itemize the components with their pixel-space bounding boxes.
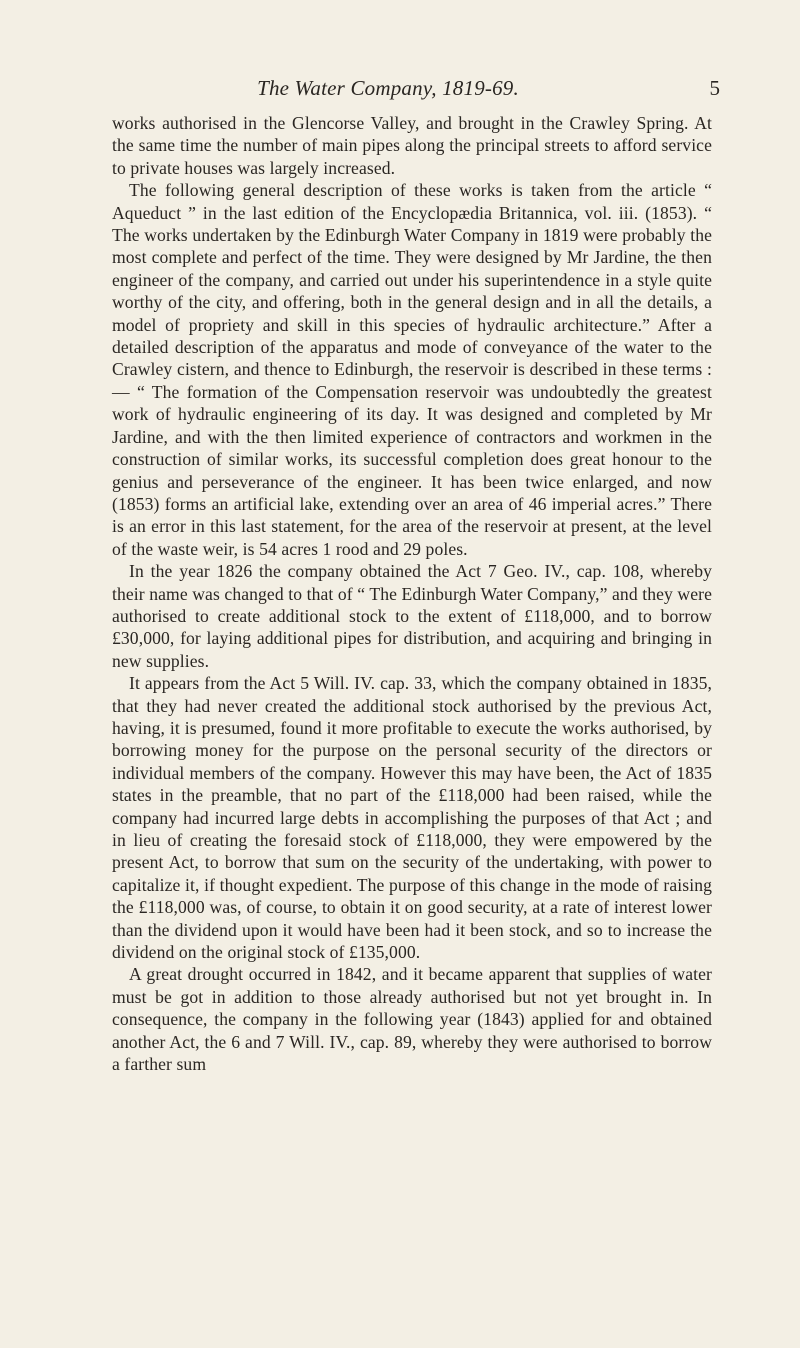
body-text (112, 112, 712, 1075)
paragraph: In the year 1826 the company obtained the Act 7 Geo. IV., cap. 108, whereby their name was changed to that of “ The Edinburgh Water Company,” and they were authorised to create additional stock to the extent of £118,000, and to borrow £30,000, for laying additional pipes for distribution, and acquiring and bringing in new supplies. (112, 561, 712, 671)
running-title: The Water Company, 1819-69. (257, 76, 519, 100)
paragraph: A great drought occurred in 1842, and it became apparent that supplies of water must be got in addition to those already authorised but not yet brought in. In consequence, the company in the following year (1843) applied for and obtained another Act, the 6 and 7 Will. IV., cap. 89, whereby they were authorised to borrow a farther sum (112, 964, 712, 1075)
paragraph: The following general description of these works is taken from the article “ Aqueduct ” in the last edition of the Encyclopædia Britannica, vol. iii. (1853). “ The works undertaken by the Edinburgh Water Company in 1819 were probably the most complete and perfect of the time. They were designed by Mr Jardine, the then engineer of the company, and carried out under his superintendence in a style quite worthy of the city, and offering, both in the general design and in all the details, a model of propriety and skill in this species of hydraulic architecture.” After a detailed description of the apparatus and mode of conveyance of the water to the Crawley cistern, and thence to Edinburgh, the reservoir is described in these terms :— “ The formation of the Compensation reservoir was undoubtedly the greatest work of hydraulic engineering of its day. It was designed and completed by Mr Jardine, and with the then limited experience of contractors and workmen in the construction of similar works, its successful completion does great honour to the genius and perseverance of the engineer. It has been twice enlarged, and now (1853) forms an artificial lake, extending over an area of 46 imperial acres.” There is an error in this last statement, for the area of the reservoir at present, at the level of the waste weir, is 54 acres 1 rood and 29 poles. (112, 180, 712, 559)
page-header (56, 76, 720, 106)
paragraph: It appears from the Act 5 Will. IV. cap. 33, which the company obtained in 1835, that they had never created the additional stock authorised by the previous Act, having, it is presumed, found it more profitable to execute the works authorised, by borrowing money for the purpose on the personal security of the directors or individual members of the company. However this may have been, the Act of 1835 states in the preamble, that no part of the £118,000 had been raised, while the company had incurred large debts in accomplishing the purposes of that Act ; and in lieu of creating the foresaid stock of £118,000, they were empowered by the present Act, to borrow that sum on the security of the undertaking, with power to capitalize it, if thought expedient. The purpose of this change in the mode of raising the £118,000 was, of course, to obtain it on good security, at a rate of interest lower than the dividend upon it would have been had it been stock, and so to increase the dividend on the original stock of £135,000. (112, 673, 712, 963)
paragraph: works authorised in the Glencorse Valley, and brought in the Crawley Spring. At the same time the number of main pipes along the principal streets to afford service to private houses was largely increased. (112, 113, 712, 178)
page-number: 5 (709, 76, 720, 100)
